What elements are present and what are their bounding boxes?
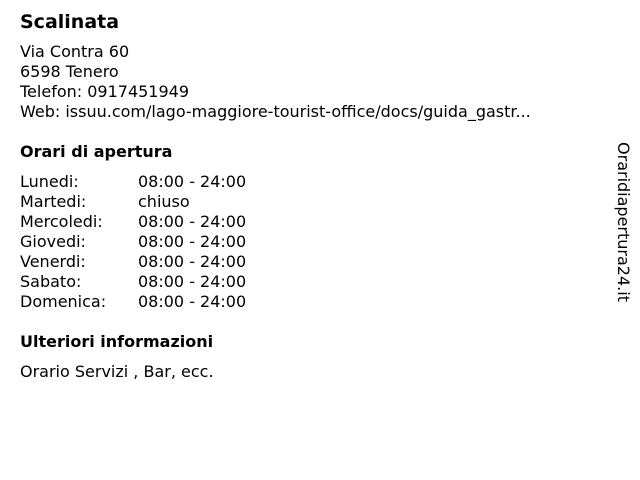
- time-value: chiuso: [138, 192, 190, 211]
- hours-row: [20, 292, 600, 312]
- day-label: Sabato:: [20, 272, 82, 291]
- hours-row: [20, 272, 600, 292]
- time-value: 08:00 - 24:00: [138, 232, 247, 251]
- day-label: Domenica:: [20, 292, 107, 311]
- additional-info-heading: Ulteriori informazioni: [20, 332, 214, 351]
- business-card: [20, 10, 600, 382]
- web-line[interactable]: Web: issuu.com/lago-maggiore-tourist-office/docs/guida_gastr...: [20, 102, 531, 121]
- day-label: Martedi:: [20, 192, 87, 211]
- hours-row: [20, 212, 600, 232]
- day-label: Lunedi:: [20, 172, 79, 191]
- business-name: Scalinata: [20, 11, 120, 33]
- day-label: Mercoledi:: [20, 212, 103, 231]
- hours-row: [20, 192, 600, 212]
- hours-row: [20, 232, 600, 252]
- hours-row: [20, 252, 600, 272]
- address-block: [20, 42, 600, 122]
- time-value: 08:00 - 24:00: [138, 272, 247, 291]
- additional-info-text: Orario Servizi , Bar, ecc.: [20, 362, 214, 381]
- site-watermark: Oraridiapertura24.it: [614, 142, 633, 302]
- time-value: 08:00 - 24:00: [138, 172, 247, 191]
- phone-line[interactable]: Telefon: 0917451949: [20, 82, 190, 101]
- street-address: Via Contra 60: [20, 42, 130, 61]
- time-value: 08:00 - 24:00: [138, 212, 247, 231]
- hours-row: [20, 172, 600, 192]
- city-line: 6598 Tenero: [20, 62, 119, 81]
- opening-hours-table: [20, 172, 600, 312]
- opening-hours-heading: Orari di apertura: [20, 142, 173, 161]
- day-label: Venerdi:: [20, 252, 86, 271]
- time-value: 08:00 - 24:00: [138, 252, 247, 271]
- time-value: 08:00 - 24:00: [138, 292, 247, 311]
- day-label: Giovedi:: [20, 232, 86, 251]
